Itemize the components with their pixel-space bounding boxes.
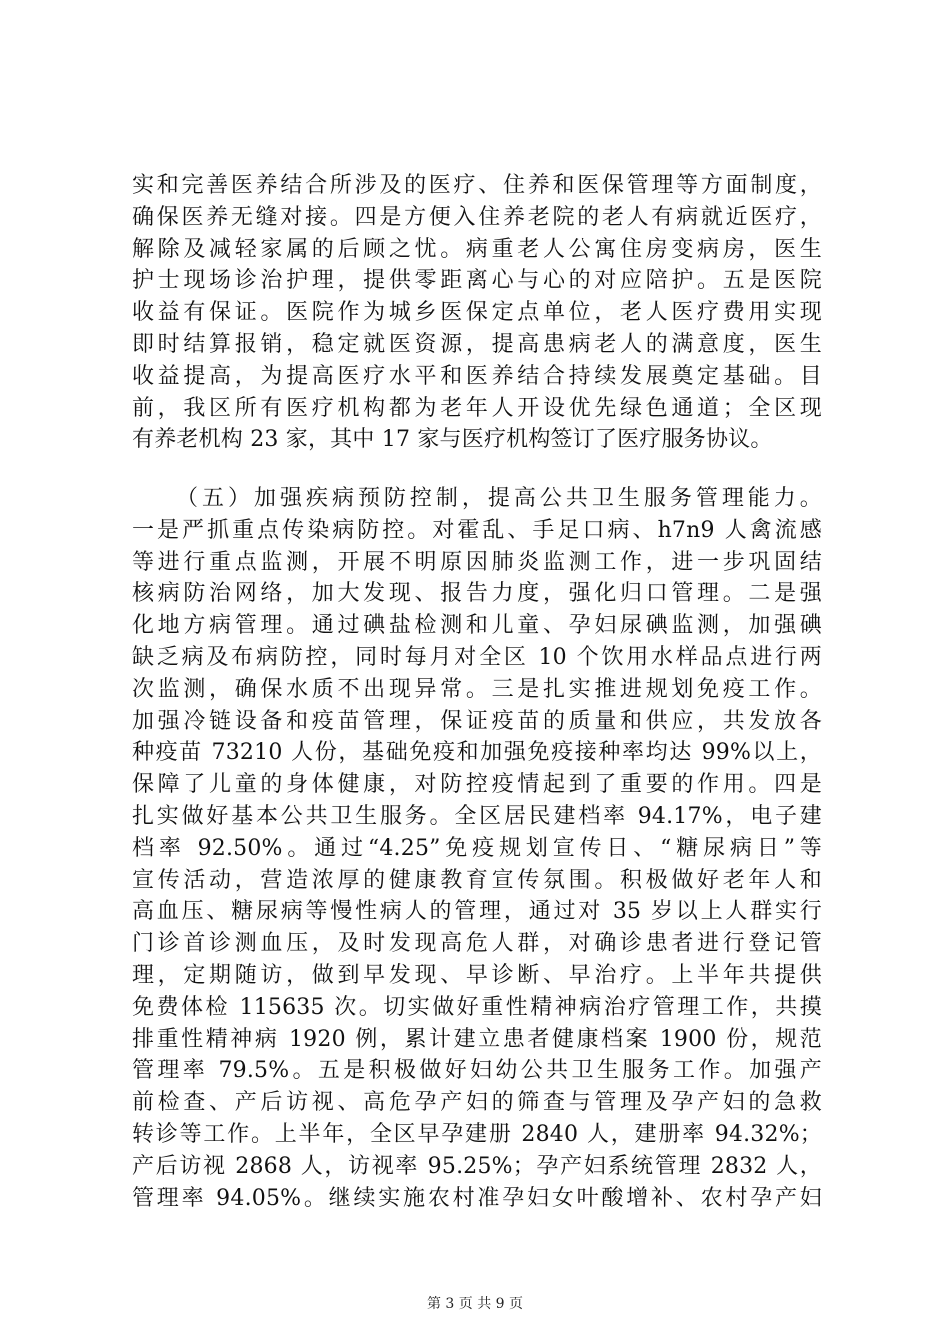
section-heading-line: （五）加强疾病预防控制，提高公共卫生服务管理能力。 bbox=[176, 486, 822, 511]
paragraph-line: 即时结算报销，稳定就医资源，提高患病老人的满意度，医生 bbox=[132, 331, 822, 357]
paragraph-line: 免费体检 115635 次。切实做好重性精神病治疗管理工作，共摸 bbox=[132, 994, 822, 1020]
paragraph-line: 缺乏病及布病防控，同时每月对全区 10 个饮用水样品点进行两 bbox=[132, 644, 822, 670]
paragraph-line: 加强冷链设备和疫苗管理，保证疫苗的质量和供应，共发放各 bbox=[132, 708, 822, 734]
paragraph-line: 前，我区所有医疗机构都为老年人开设优先绿色通道；全区现 bbox=[132, 395, 822, 421]
paragraph-line: 管理率 79.5%。五是积极做好妇幼公共卫生服务工作。加强产 bbox=[132, 1058, 822, 1084]
paragraph-line: 确保医养无缝对接。四是方便入住养老院的老人有病就近医疗， bbox=[132, 204, 822, 230]
paragraph-line: 扎实做好基本公共卫生服务。全区居民建档率 94.17%，电子建 bbox=[132, 803, 822, 829]
paragraph-line: 一是严抓重点传染病防控。对霍乱、手足口病、h7n9 人禽流感 bbox=[132, 517, 822, 543]
paragraph-2 bbox=[132, 483, 822, 1214]
paragraph-line: 核病防治网络，加大发现、报告力度，强化归口管理。二是强 bbox=[132, 581, 822, 607]
paragraph-line: 护士现场诊治护理，提供零距离心与心的对应陪护。五是医院 bbox=[132, 268, 822, 294]
paragraph-line: 次监测，确保水质不出现异常。三是扎实推进规划免疫工作。 bbox=[132, 676, 822, 702]
paragraph-line: 转诊等工作。上半年，全区早孕建册 2840 人，建册率 94.32%； bbox=[132, 1121, 822, 1147]
paragraph-line: 有养老机构 23 家，其中 17 家与医疗机构签订了医疗服务协议。 bbox=[132, 427, 773, 453]
paragraph-1 bbox=[132, 170, 822, 456]
page-number-label: 第 3 页 共 9 页 bbox=[426, 1296, 524, 1312]
paragraph-line: 化地方病管理。通过碘盐检测和儿童、孕妇尿碘监测，加强碘 bbox=[132, 613, 822, 639]
paragraph-line: 产后访视 2868 人，访视率 95.25%；孕产妇系统管理 2832 人， bbox=[132, 1153, 822, 1179]
paragraph-line: 宣传活动，营造浓厚的健康教育宣传氛围。积极做好老年人和 bbox=[132, 867, 822, 893]
paragraph-line: 门诊首诊测血压，及时发现高危人群，对确诊患者进行登记管 bbox=[132, 931, 822, 957]
paragraph-line: 前检查、产后访视、高危孕产妇的筛查与管理及孕产妇的急救 bbox=[132, 1090, 822, 1116]
paragraph-line: 理，定期随访，做到早发现、早诊断、早治疗。上半年共提供 bbox=[132, 962, 822, 988]
paragraph-line: 收益有保证。医院作为城乡医保定点单位，老人医疗费用实现 bbox=[132, 300, 822, 326]
page-footer bbox=[0, 1293, 950, 1313]
paragraph-line: 解除及减轻家属的后顾之忧。病重老人公寓住房变病房，医生 bbox=[132, 236, 822, 262]
paragraph-line: 收益提高，为提高医疗水平和医养结合持续发展奠定基础。目 bbox=[132, 363, 822, 389]
paragraph-line: 种疫苗 73210 人份，基础免疫和加强免疫接种率均达 99%以上， bbox=[132, 740, 822, 766]
paragraph-line: 管理率 94.05%。继续实施农村准孕妇女叶酸增补、农村孕产妇 bbox=[132, 1185, 822, 1211]
paragraph-line: 保障了儿童的身体健康，对防控疫情起到了重要的作用。四是 bbox=[132, 772, 822, 798]
paragraph-line: 档率 92.50%。通过“4.25”免疫规划宣传日、“糖尿病日”等 bbox=[132, 835, 822, 861]
paragraph-line: 高血压、糖尿病等慢性病人的管理，通过对 35 岁以上人群实行 bbox=[132, 899, 822, 925]
paragraph-line: 排重性精神病 1920 例，累计建立患者健康档案 1900 份，规范 bbox=[132, 1026, 822, 1052]
paragraph-line: 等进行重点监测，开展不明原因肺炎监测工作，进一步巩固结 bbox=[132, 549, 822, 575]
paragraph-line: 实和完善医养结合所涉及的医疗、住养和医保管理等方面制度， bbox=[132, 173, 822, 198]
